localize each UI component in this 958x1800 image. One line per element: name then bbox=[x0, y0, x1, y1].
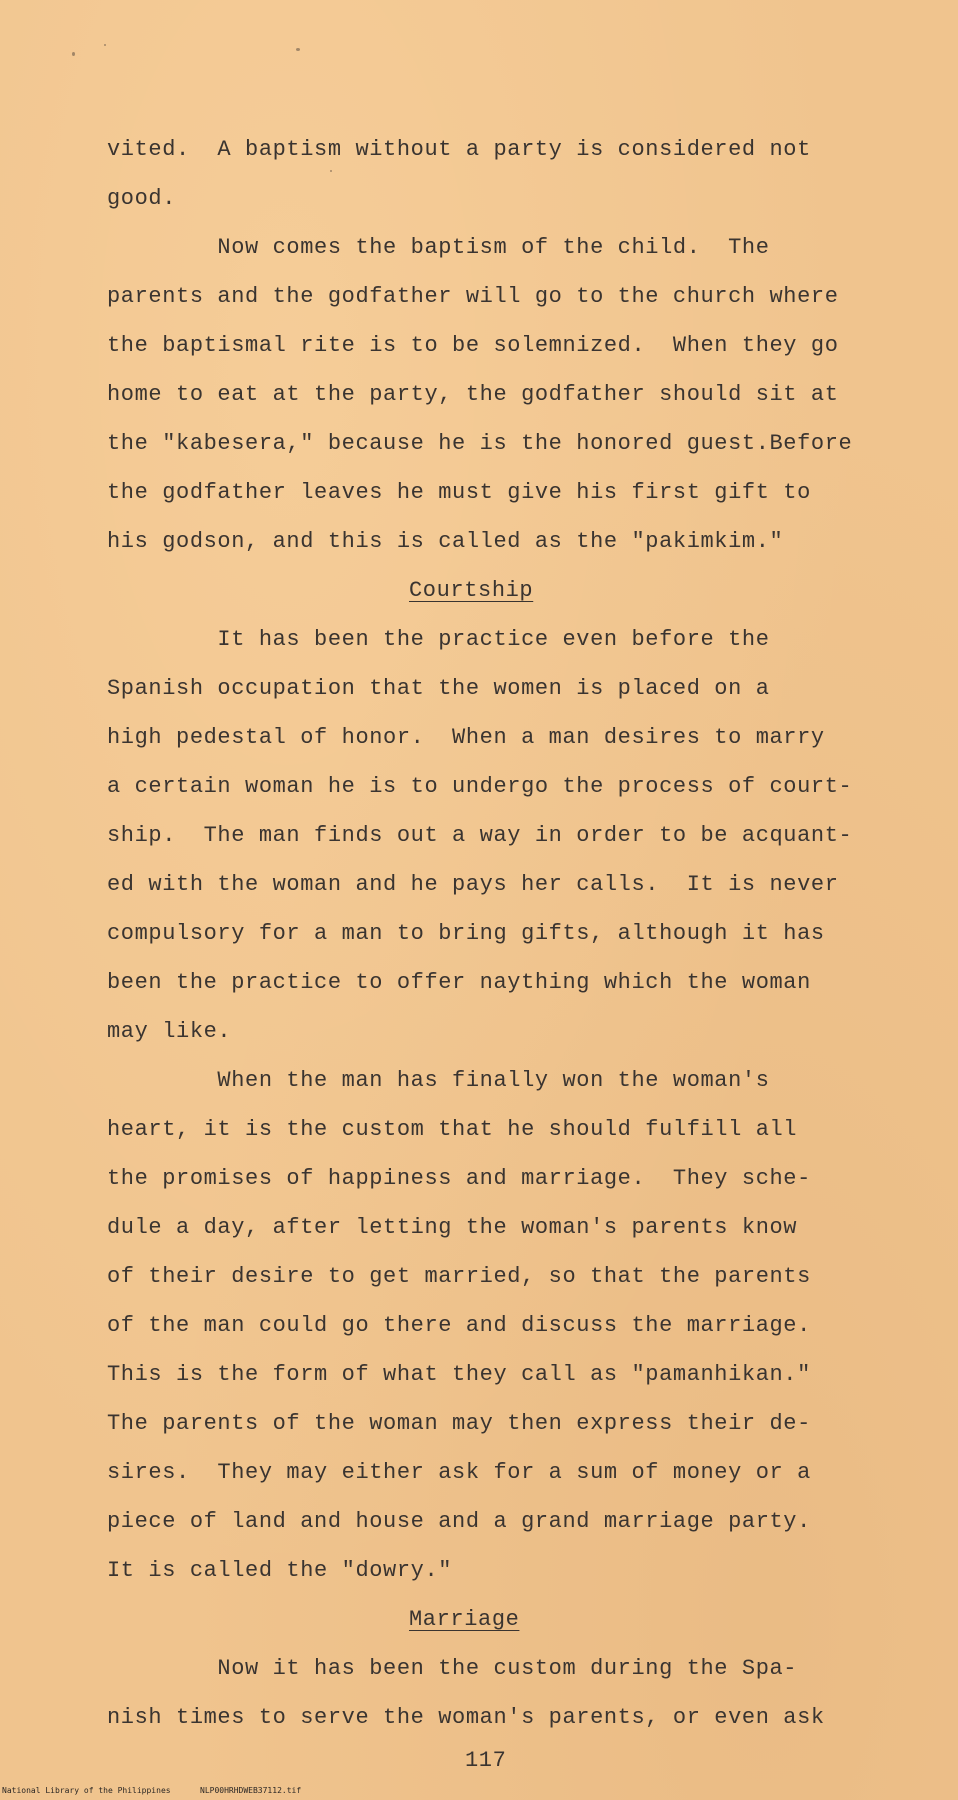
text-line: the "kabesera," because he is the honored guest.Before bbox=[107, 431, 853, 456]
text-line: the baptismal rite is to be solemnized. When they go bbox=[107, 333, 839, 358]
page-number: 117 bbox=[465, 1748, 507, 1773]
paper-speck bbox=[104, 44, 106, 46]
paper-speck bbox=[72, 52, 75, 56]
text-line: home to eat at the party, the godfather should sit at bbox=[107, 382, 839, 407]
text-line: compulsory for a man to bring gifts, although it has bbox=[107, 921, 825, 946]
text-line: may like. bbox=[107, 1019, 232, 1044]
text-line: dule a day, after letting the woman's parents know bbox=[107, 1215, 798, 1240]
text-line: of their desire to get married, so that the parents bbox=[107, 1264, 811, 1289]
footer-library: National Library of the Philippines bbox=[2, 1786, 171, 1795]
text-line: It has been the practice even before the bbox=[107, 627, 770, 652]
text-line: high pedestal of honor. When a man desires to marry bbox=[107, 725, 825, 750]
section-heading-courtship: Courtship bbox=[409, 578, 534, 603]
text-line: nish times to serve the woman's parents, or even ask bbox=[107, 1705, 825, 1730]
text-line: the promises of happiness and marriage. They sche- bbox=[107, 1166, 811, 1191]
section-heading-marriage: Marriage bbox=[409, 1607, 520, 1632]
text-line: been the practice to offer naything which the woman bbox=[107, 970, 811, 995]
text-line: good. bbox=[107, 186, 177, 211]
text-line: This is the form of what they call as "pamanhikan." bbox=[107, 1362, 811, 1387]
text-line: It is called the "dowry." bbox=[107, 1558, 453, 1583]
text-line: When the man has finally won the woman's bbox=[107, 1068, 770, 1093]
text-line: Now it has been the custom during the Spa- bbox=[107, 1656, 798, 1681]
paper-speck bbox=[330, 170, 332, 172]
paper-speck bbox=[296, 48, 300, 51]
footer-file-id: NLP00HRHDWEB37112.tif bbox=[200, 1786, 302, 1795]
text-line: parents and the godfather will go to the church where bbox=[107, 284, 839, 309]
text-line: his godson, and this is called as the "pakimkim." bbox=[107, 529, 784, 554]
text-line: piece of land and house and a grand marriage party. bbox=[107, 1509, 811, 1534]
text-line: The parents of the woman may then express their de- bbox=[107, 1411, 811, 1436]
text-line: a certain woman he is to undergo the process of court- bbox=[107, 774, 853, 799]
text-line: the godfather leaves he must give his first gift to bbox=[107, 480, 811, 505]
text-line: heart, it is the custom that he should fulfill all bbox=[107, 1117, 798, 1142]
text-line: ed with the woman and he pays her calls. It is never bbox=[107, 872, 839, 897]
text-line: Spanish occupation that the women is placed on a bbox=[107, 676, 770, 701]
text-line: Now comes the baptism of the child. The bbox=[107, 235, 770, 260]
text-line: vited. A baptism without a party is considered not bbox=[107, 137, 811, 162]
text-line: of the man could go there and discuss the marriage. bbox=[107, 1313, 811, 1338]
text-line: ship. The man finds out a way in order to be acquant- bbox=[107, 823, 853, 848]
text-line: sires. They may either ask for a sum of money or a bbox=[107, 1460, 811, 1485]
